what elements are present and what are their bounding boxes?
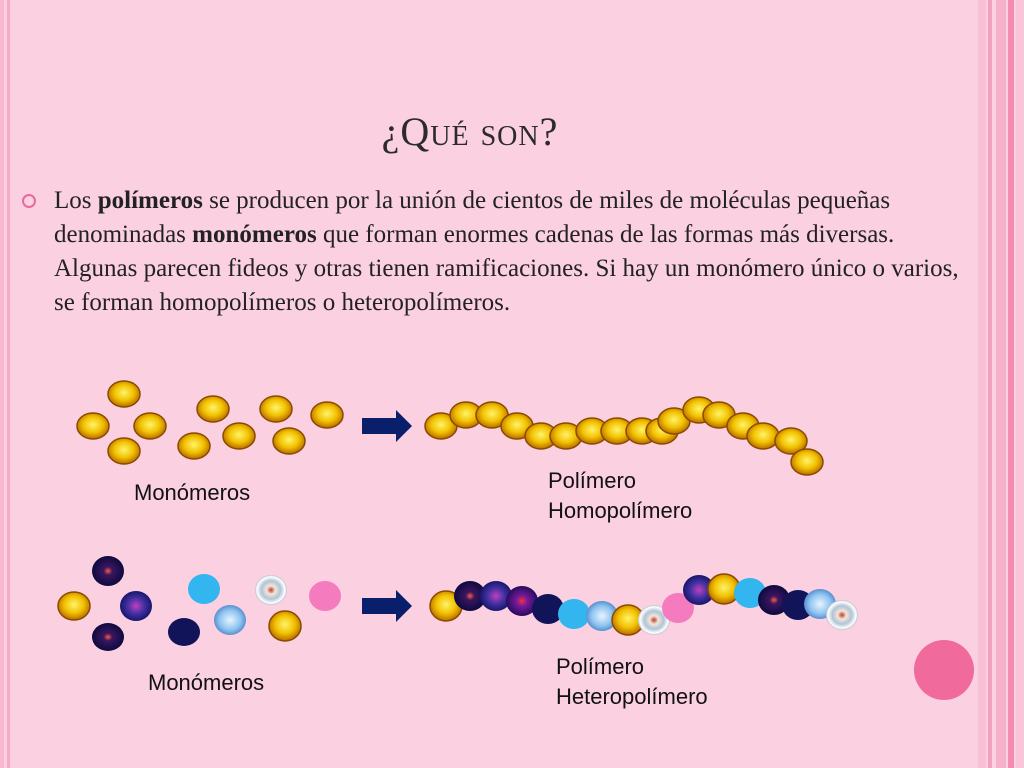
row2-monomers-caption: Monómeros: [148, 670, 265, 695]
row2-polymer-caption: [556, 652, 708, 712]
monomer-gold: [108, 381, 140, 407]
row1-polymer-caption-line1: Polímero: [548, 468, 637, 493]
row1-arrow-icon: [362, 410, 412, 442]
row2-monomers-group: [58, 556, 341, 651]
bullet-text-segment: que forman enormes cadenas de las formas más diversas. Algunas parecen fideos y otras tienen ramificaciones. Si hay un monómero único o varios, se forman homopolímeros o heteropolímeros.: [54, 221, 959, 316]
polymer-unit-target: [826, 600, 858, 630]
row2-arrow-icon: [362, 590, 412, 622]
arrow-icon: [362, 590, 412, 622]
monomer-gold: [77, 413, 109, 439]
monomer-gold: [178, 433, 210, 459]
bullet-keyword: monómeros: [192, 221, 317, 248]
monomer-gold: [197, 396, 229, 422]
row1-polymer-caption: [548, 466, 692, 526]
bullet-text-segment: se producen por la unión de cientos de miles de moléculas pequeñas denominadas: [54, 187, 891, 248]
monomer-navy: [168, 618, 200, 646]
polymer-unit-cyan: [558, 599, 590, 629]
monomer-gold: [260, 396, 292, 422]
bullet-keyword: polímeros: [97, 187, 203, 214]
monomer-purple: [92, 556, 124, 586]
row2-heteropolymer-chain: [430, 574, 858, 635]
arrow-icon: [362, 410, 412, 442]
monomer-lightblue: [214, 605, 246, 635]
row1-polymer-caption-line2: Homopolímero: [548, 498, 693, 523]
monomer-target: [255, 575, 287, 605]
monomer-cyan: [188, 574, 220, 604]
monomer-gold: [223, 423, 255, 449]
monomer-gold: [269, 611, 301, 641]
bullet-text-segment: Los: [54, 187, 98, 214]
row1-monomers-group: [77, 381, 343, 464]
polymer-unit-gold: [791, 449, 823, 475]
monomer-violet: [120, 591, 152, 621]
row1-homopolymer-chain: [425, 397, 823, 475]
monomer-gold: [273, 428, 305, 454]
monomer-gold: [311, 402, 343, 428]
slide-title: ¿Qué son?: [381, 109, 559, 154]
decorative-pink-circle: [914, 640, 974, 700]
monomer-gold: [108, 438, 140, 464]
polymer-unit-gold: [747, 423, 779, 449]
monomer-pink: [309, 581, 341, 611]
monomer-dark: [92, 623, 124, 651]
row1-monomers-caption: Monómeros: [134, 480, 251, 505]
row2-polymer-caption-line2: Heteropolímero: [556, 684, 708, 709]
row2-polymer-caption-line1: Polímero: [556, 654, 645, 679]
monomer-gold: [134, 413, 166, 439]
monomer-gold: [58, 592, 90, 620]
